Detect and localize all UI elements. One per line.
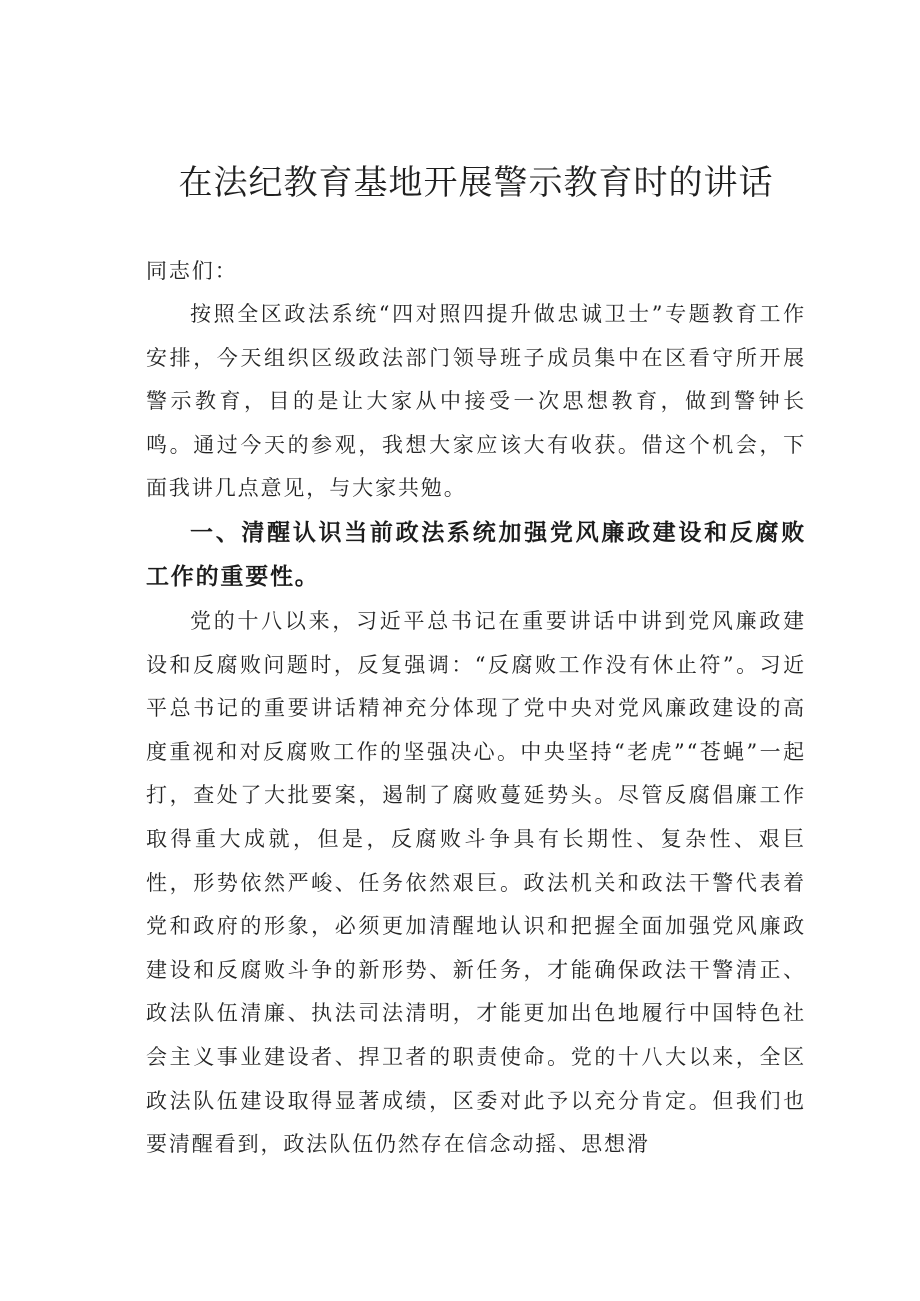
salutation: 同志们：: [146, 259, 238, 283]
section-one-body-paragraph: 党的十八以来，习近平总书记在重要讲话中讲到党风廉政建设和反腐败问题时，反复强调：“反腐败工作没有休止符”。习近平总书记的重要讲话精神充分体现了党中央对党风廉政建设的高度重视和对反腐败工作的坚强决心。中央坚持“老虎”“苍蝇”一起打，查处了大批要案，遏制了腐败蔓延势头。尽管反腐倡廉工作取得重大成就，但是，反腐败斗争具有长期性、复杂性、艰巨性，形势依然严峻、任务依然艰巨。政法机关和政法干警代表着党和政府的形象，必须更加清醒地认识和把握全面加强党风廉政建设和反腐败斗争的新形势、新任务，才能确保政法干警清正、政法队伍清廉、执法司法清明，才能更加出色地履行中国特色社会主义事业建设者、捍卫者的职责使命。党的十八大以来，全区政法队伍建设取得显著成绩，区委对此予以充分肯定。但我们也要清醒看到，政法队伍仍然存在信念动摇、思想滑: [146, 609, 806, 1157]
document-title: 在法纪教育基地开展警示教育时的讲话: [178, 163, 774, 203]
section-heading-one: 一、清醒认识当前政法系统加强党风廉政建设和反腐败工作的重要性。: [146, 520, 806, 590]
intro-paragraph: 按照全区政法系统“四对照四提升做忠诚卫士”专题教育工作安排，今天组织区级政法部门领导班子成员集中在区看守所开展警示教育，目的是让大家从中接受一次思想教育，做到警钟长鸣。通过今天的参观，我想大家应该大有收获。借这个机会，下面我讲几点意见，与大家共勉。: [146, 302, 806, 501]
